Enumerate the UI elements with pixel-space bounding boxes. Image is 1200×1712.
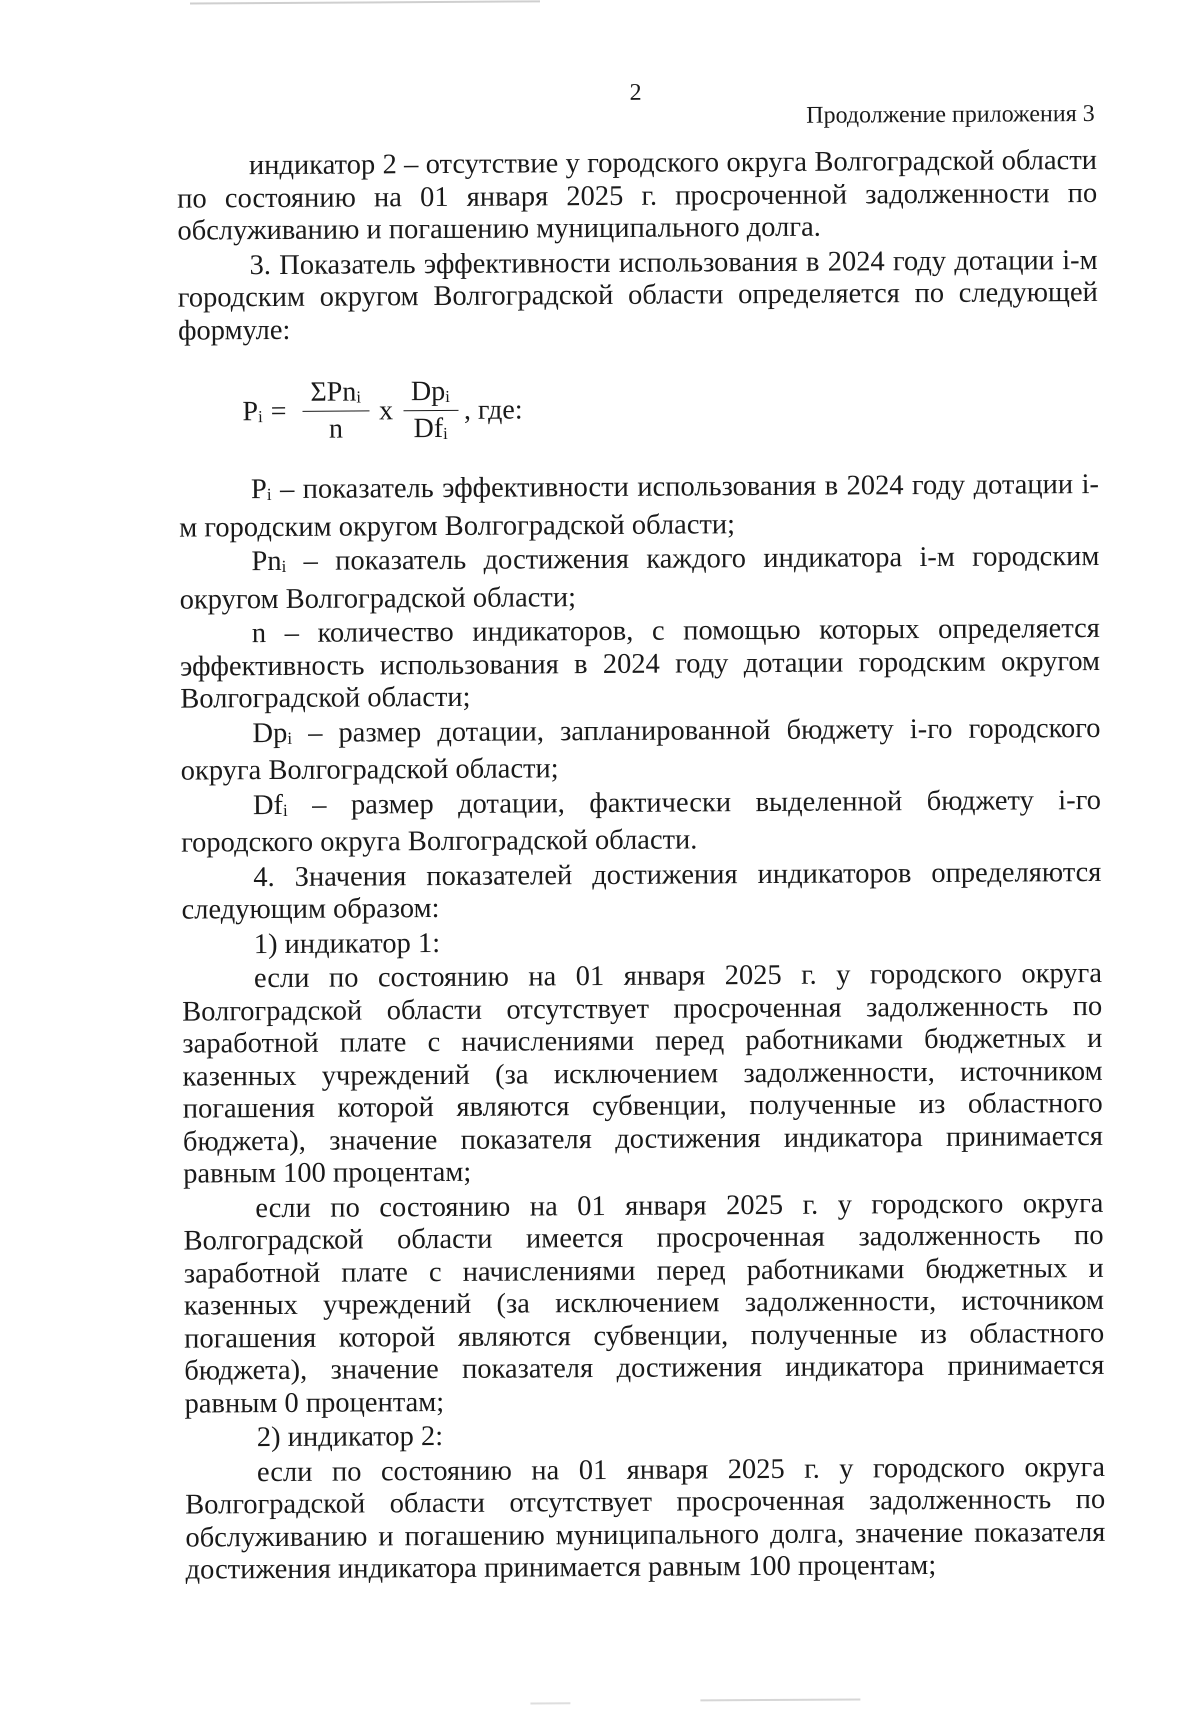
formula-equals: =	[270, 395, 287, 427]
formula-tail: , где:	[463, 393, 523, 426]
continuation-label: Продолжение приложения 3	[806, 100, 1095, 129]
definition-item: n – количество индикаторов, с помощью которых определяется эффективность использования в 2024 году дотации городским округом Волгоградской области;	[179, 612, 1101, 715]
formula-times: x	[379, 394, 394, 426]
definitions-text	[179, 469, 1106, 1589]
indicator-1-case-present: если по состоянию на 01 января 2025 г. у городского округа Волгоградской области имеется просроченная задолженность по заработной плате с начислениями перед работниками бюджетных и казенных учреждений (за исключением задолженности, источником погашения которой являются субвенции, полученные из областного бюджета), значение показателя достижения индикатора принимается равным 0 процентам;	[183, 1187, 1105, 1420]
paragraph-section-3: 3. Показатель эффективности использования в 2024 году дотации i-м городским округом Волгоградской области определяется по следующей формуле:	[177, 244, 1098, 347]
definition-item: $Df_i$ – размер дотации, фактически выделенной бюджету i-го городского округа Волгоградской области.	[181, 784, 1101, 859]
indicator-1-case-absent: если по состоянию на 01 января 2025 г. у городского округа Волгоградской области отсутствует просроченная задолженность по заработной плате с начислениями перед работниками бюджетных и казенных учреждений (за исключением задолженности, источником погашения которой являются субвенции, полученные из областного бюджета), значение показателя достижения индикатора принимается равным 100 процентам;	[182, 957, 1104, 1190]
definition-item: $Pn_i$ – показатель достижения каждого индикатора i-м городским округом Волгоградской области;	[179, 540, 1100, 616]
scan-artifact-line	[530, 1702, 570, 1704]
definition-item: $Dp_i$ – размер дотации, запланированной бюджету i-го городского округа Волгоградской области;	[180, 712, 1101, 787]
paragraph-indicator-2: индикатор 2 – отсутствие у городского округа Волгоградской области по состоянию на 01 января 2025 г. просроченной задолженности по обслуживанию и погашению муниципального долга.	[177, 144, 1098, 247]
intro-text	[177, 145, 1098, 350]
page-number: 2	[629, 79, 642, 106]
formula-fraction-1: $\frac{\Sigma Pn_i}{n}$	[302, 376, 369, 445]
paragraph-section-4: 4. Значения показателей достижения индикаторов определяются следующим образом:	[181, 856, 1102, 926]
indicator-2-case-absent: если по состоянию на 01 января 2025 г. у городского округа Волгоградской области отсутствует просроченная задолженность по обслуживанию и погашению муниципального долга, значение показателя достижения индикатора принимается равным 100 процентам;	[185, 1451, 1106, 1586]
scan-artifact-line	[700, 1698, 860, 1701]
formula-lhs: $P_i$	[242, 395, 263, 427]
indicator-1-heading: 1) индикатор 1:	[253, 927, 441, 960]
formula-fraction-2: $\frac{Dp_i}{Df_i}$	[403, 376, 458, 445]
definition-item: $P_i$ – показатель эффективности использования в 2024 году дотации i-м городским округом Волгоградской области;	[179, 468, 1100, 544]
efficiency-formula	[242, 375, 522, 446]
scan-artifact-line	[190, 0, 540, 4]
indicator-2-heading: 2) индикатор 2:	[256, 1420, 444, 1454]
